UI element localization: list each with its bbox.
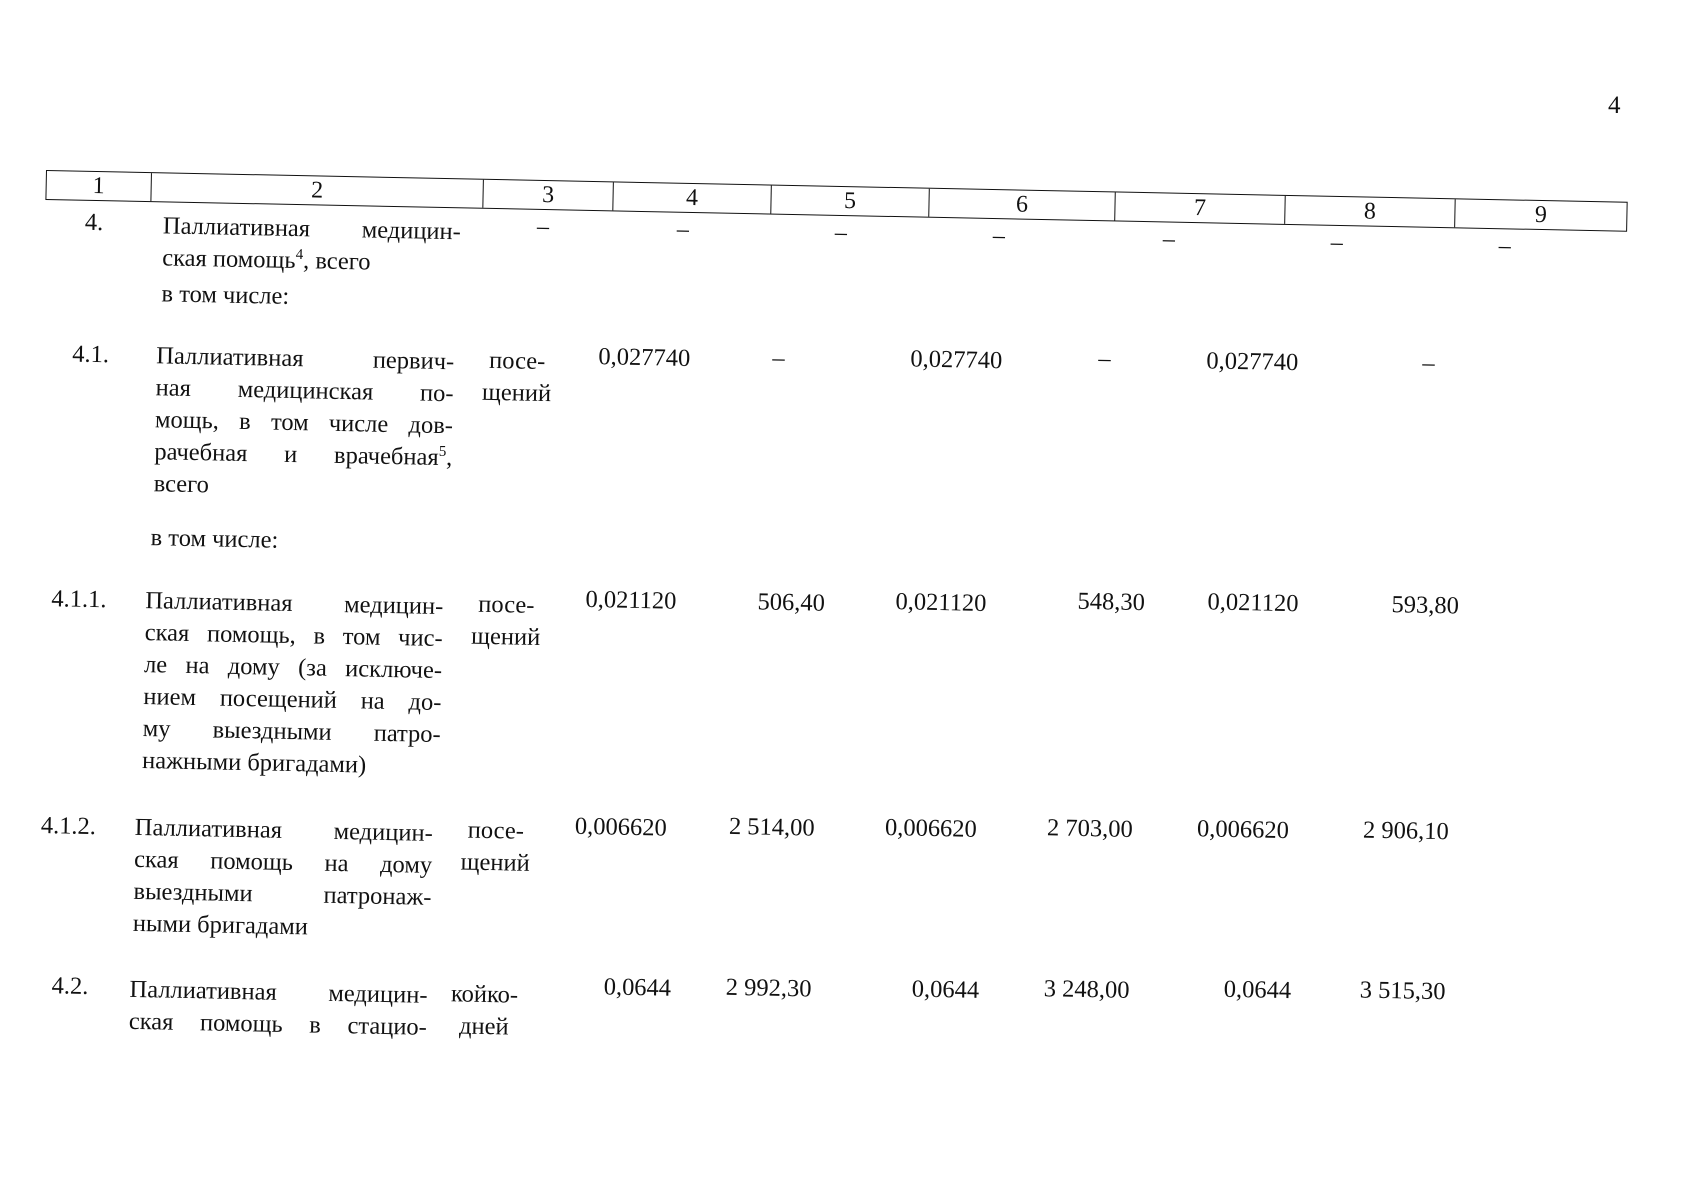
value-col-8: 0,0644: [1223, 975, 1292, 1005]
header-cell-2: 2: [150, 173, 482, 208]
row-number: 4.1.1.: [51, 585, 107, 614]
value-col-7: 2 703,00: [1046, 814, 1134, 843]
row-name: [153, 340, 454, 506]
value-dash: –: [676, 216, 690, 243]
row-number: 4.: [84, 208, 104, 237]
row-number: 4.1.: [72, 340, 110, 369]
footnote-ref: 5: [438, 443, 447, 460]
value-col-7: 3 248,00: [1043, 975, 1130, 1004]
row-name-line: ская помощь в стацио-: [128, 1007, 428, 1041]
header-cell-8: 8: [1284, 196, 1455, 227]
unit-line: койко-: [450, 980, 519, 1009]
value-col-4: 0,027740: [598, 343, 691, 372]
header-cell-5: 5: [770, 186, 929, 217]
value-col-6: 0,0644: [911, 975, 980, 1004]
value-col-6: 0,021120: [895, 588, 987, 617]
value-col-9: –: [1422, 349, 1435, 377]
row-number: 4.2.: [51, 972, 89, 1001]
including-label: в том числе:: [150, 524, 279, 554]
value-col-9: 2 906,10: [1362, 816, 1450, 846]
unit-line: посе-: [488, 346, 546, 376]
unit-line: щений: [460, 848, 530, 877]
row-name-line: Паллиативная первич-: [156, 342, 455, 376]
row-name-text: ская помощь: [161, 244, 296, 275]
value-dash: –: [536, 213, 550, 241]
page-number: 4: [1608, 92, 1621, 119]
value-col-6: 0,006620: [884, 813, 978, 843]
row-name-line: ными бригадами: [132, 909, 309, 941]
header-cell-1: 1: [92, 172, 105, 200]
value-dash: –: [834, 219, 848, 247]
header-cell-9: 9: [1454, 199, 1627, 230]
value-col-5: 506,40: [757, 588, 826, 617]
row-unit: [429, 978, 540, 1044]
row-unit: [450, 588, 561, 654]
unit-line: посе-: [467, 816, 525, 845]
row-name-line: всего: [153, 470, 210, 499]
row-name-line: мощь, в том числе дов-: [154, 406, 454, 440]
unit-line: посе-: [478, 590, 535, 619]
value-col-8: 0,021120: [1207, 588, 1299, 618]
value-col-5: –: [772, 344, 785, 372]
row-name-line: нажными бригадами): [141, 747, 367, 779]
unit-line: щений: [470, 622, 541, 652]
row-name-line: ная медицинская по-: [155, 374, 454, 408]
row-name-line: му выездными патро-: [142, 715, 442, 749]
row-number: 4.1.2.: [40, 812, 97, 841]
row-name: [162, 210, 461, 280]
row-name-text: , всего: [302, 247, 371, 276]
row-name: [129, 974, 428, 1044]
value-dash: –: [992, 223, 1006, 250]
row-name: [133, 812, 434, 946]
row-name-line: Паллиативная медицин-: [162, 212, 462, 246]
row-name-line: ле на дому (за исключе-: [143, 651, 443, 685]
row-name-text: рачебная и врачебная: [154, 438, 439, 471]
value-col-5: 2 514,00: [728, 812, 815, 842]
row-name-line: ская помощь, в том чис-: [144, 619, 443, 653]
including-label: в том числе:: [161, 280, 290, 310]
row-name-line: нием посещений на до-: [143, 683, 442, 717]
value-col-8: 0,006620: [1196, 815, 1290, 845]
value-dash: –: [1162, 226, 1176, 253]
row-name-line: выездными патронаж-: [133, 877, 432, 911]
value-col-9: 3 515,30: [1359, 976, 1446, 1006]
unit-line: дней: [458, 1012, 509, 1041]
header-cell-6: 6: [928, 189, 1115, 221]
row-unit: [440, 814, 551, 880]
table-sheet: [27, 170, 1625, 1132]
header-cell-3: 3: [482, 180, 613, 211]
value-col-9: 593,80: [1391, 591, 1460, 620]
value-col-7: 548,30: [1077, 587, 1146, 617]
value-dash: –: [1498, 233, 1512, 260]
row-name-line: [162, 242, 461, 280]
row-name-line: Паллиативная медицин-: [129, 975, 428, 1009]
value-col-4: 0,0644: [603, 973, 672, 1002]
header-cell-4: 4: [612, 182, 771, 213]
footnote-ref: 4: [295, 246, 304, 264]
unit-line: щений: [481, 378, 552, 408]
value-col-7: –: [1098, 345, 1111, 373]
row-name-line: Паллиативная медицин-: [145, 587, 444, 621]
value-col-5: 2 992,30: [725, 973, 812, 1003]
value-col-8: 0,027740: [1206, 347, 1299, 377]
row-name-line: Паллиативная медицин-: [134, 813, 434, 847]
row-name: [142, 585, 444, 783]
row-name-text: ,: [445, 444, 453, 472]
value-dash: –: [1330, 229, 1344, 257]
header-cell-7: 7: [1114, 192, 1285, 223]
value-col-4: 0,006620: [574, 812, 668, 842]
row-name-line: ская помощь на дому: [133, 845, 433, 879]
value-col-4: 0,021120: [585, 585, 677, 615]
value-col-6: 0,027740: [910, 345, 1003, 375]
row-unit: [461, 344, 572, 410]
